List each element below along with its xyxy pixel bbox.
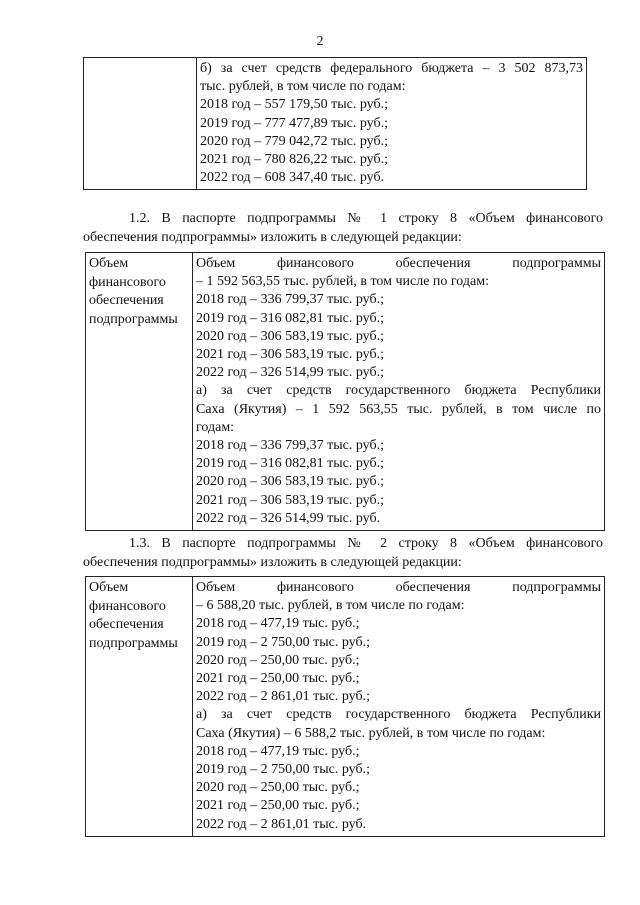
table-value-cell	[193, 577, 605, 837]
label-line: финансового	[89, 598, 166, 614]
text-line: 2021 год – 250,00 тыс. руб.;	[196, 671, 360, 687]
text-line: – 6 588,20 тыс. рублей, в том числе по годам:	[196, 598, 465, 614]
label-line: обеспечения	[89, 293, 164, 308]
table-value-cell	[197, 58, 587, 190]
text-line: 2021 год – 250,00 тыс. руб.;	[196, 798, 360, 814]
text-line: – 1 592 563,55 тыс. рублей, в том числе по годам:	[196, 274, 489, 290]
text-line: 2020 год – 306 583,19 тыс. руб.;	[196, 474, 384, 490]
funding-table-subprogram-2	[85, 576, 605, 837]
label-line: финансового	[89, 274, 166, 290]
paragraph-line: обеспечения подпрограммы» изложить в следующей редакции:	[83, 555, 462, 570]
label-line: подпрограммы	[89, 311, 178, 327]
text-line: 2021 год – 780 826,22 тыс. руб.;	[200, 152, 388, 168]
paragraph-1-2	[83, 209, 603, 247]
text-line: 2022 год – 326 514,99 тыс. руб.;	[196, 365, 384, 381]
text-line: 2018 год – 557 179,50 тыс. руб.;	[200, 97, 388, 113]
text-line: Саха (Якутия) – 6 588,2 тыс. рублей, в том числе по годам:	[196, 725, 546, 741]
label-line: подпрограммы	[89, 635, 178, 651]
paragraph-line: 1.2. В паспорте подпрограммы № 1 строку 8 «Объем финансового	[129, 211, 603, 226]
text-line: 2019 год – 316 082,81 тыс. руб.;	[196, 456, 384, 472]
text-line: 2021 год – 306 583,19 тыс. руб.;	[196, 492, 384, 508]
text-line: 2020 год – 250,00 тыс. руб.;	[196, 780, 360, 796]
table-value-cell	[193, 253, 605, 531]
text-line: а) за счет средств государственного бюджета Республики	[196, 707, 601, 723]
text-line: 2020 год – 779 042,72 тыс. руб.;	[200, 133, 388, 149]
paragraph-line: обеспечения подпрограммы» изложить в следующей редакции:	[83, 230, 462, 245]
text-line: 2018 год – 336 799,37 тыс. руб.;	[196, 438, 384, 454]
text-line: 2022 год – 2 861,01 тыс. руб.	[196, 816, 367, 832]
text-line: 2020 год – 250,00 тыс. руб.;	[196, 652, 360, 668]
text-line: годам:	[196, 419, 235, 435]
text-line: Объем финансового обеспечения подпрограммы	[196, 256, 601, 271]
table-label-cell	[86, 253, 193, 531]
page-number: 2	[316, 34, 324, 49]
text-line: а) за счет средств государственного бюджета Республики	[196, 383, 601, 399]
label-line: обеспечения	[89, 617, 164, 632]
funding-table-continuation	[83, 57, 587, 190]
text-line: 2018 год – 477,19 тыс. руб.;	[196, 616, 360, 632]
label-line: Объем	[89, 580, 129, 595]
paragraph-1-3	[83, 534, 603, 572]
funding-table-subprogram-1	[85, 252, 605, 531]
text-line: Саха (Якутия) – 1 592 563,55 тыс. рублей, в том числе по	[196, 401, 601, 417]
text-line: 2019 год – 777 477,89 тыс. руб.;	[200, 115, 388, 131]
text-line: 2021 год – 306 583,19 тыс. руб.;	[196, 347, 384, 363]
text-line: 2020 год – 306 583,19 тыс. руб.;	[196, 328, 384, 344]
paragraph-line: 1.3. В паспорте подпрограммы № 2 строку 8 «Объем финансового	[129, 536, 603, 551]
label-line: Объем	[89, 256, 129, 271]
text-line: Объем финансового обеспечения подпрограммы	[196, 580, 601, 595]
text-line: 2019 год – 2 750,00 тыс. руб.;	[196, 762, 370, 778]
text-line: тыс. рублей, в том числе по годам:	[200, 79, 406, 95]
text-line: 2019 год – 2 750,00 тыс. руб.;	[196, 634, 370, 650]
text-line: 2022 год – 326 514,99 тыс. руб.	[196, 510, 381, 526]
text-line: 2019 год – 316 082,81 тыс. руб.;	[196, 310, 384, 326]
text-line: 2018 год – 477,19 тыс. руб.;	[196, 743, 360, 759]
text-line: б) за счет средств федерального бюджета – 3 502 873,73	[200, 61, 583, 76]
text-line: 2018 год – 336 799,37 тыс. руб.;	[196, 292, 384, 308]
table-label-cell	[84, 58, 197, 190]
text-line: 2022 год – 608 347,40 тыс. руб.	[200, 170, 385, 186]
table-label-cell	[86, 577, 193, 837]
text-line: 2022 год – 2 861,01 тыс. руб.;	[196, 689, 370, 705]
